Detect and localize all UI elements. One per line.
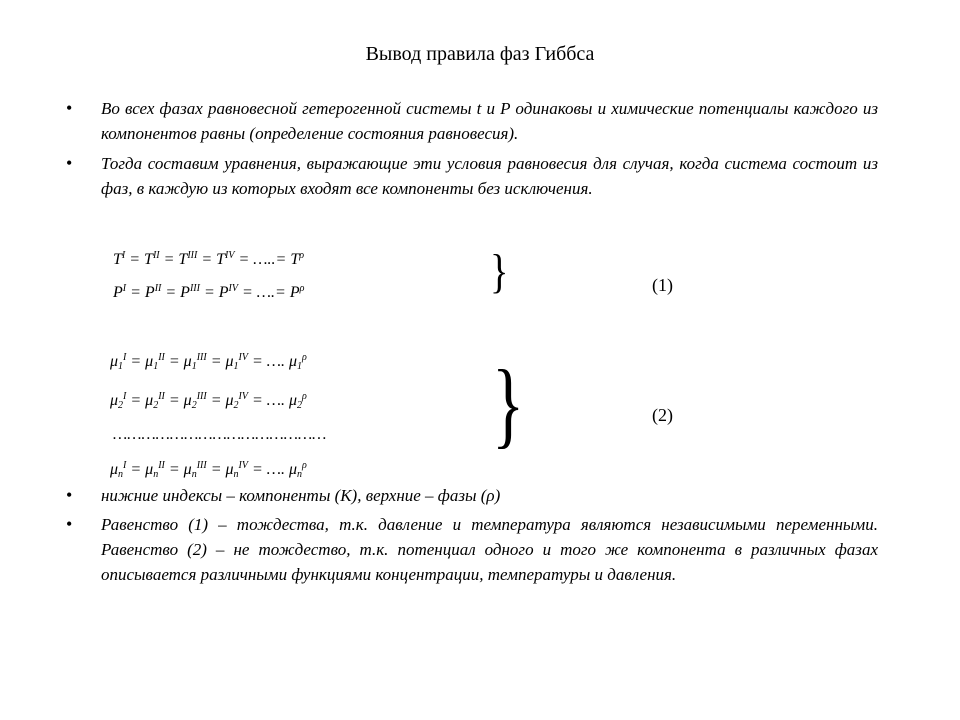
equation-number-2: (2) — [652, 405, 673, 425]
bullet-text: Во всех фазах равновесной гетерогенной системы t и P одинаковы и химические потенциалы каждого из компонентов равны (определение состояния равновесия). — [101, 99, 878, 143]
equation-mu-n: $\mu_n^I = \mu_n^{II} = \mu_n^{III} = \mu_n^{IV}$ = …. $\mu_n^\rho$ — [110, 460, 307, 480]
equation-number-1: (1) — [652, 275, 673, 295]
curly-brace-2: } — [492, 350, 525, 457]
bullet-marker: • — [66, 485, 73, 505]
bullet-marker: • — [66, 98, 73, 118]
bullet-text: нижние индексы – компоненты (К), верхние – фазы (ρ) — [101, 486, 501, 505]
equation-mu-1: $\mu_1^I = \mu_1^{II} = \mu_1^{III} = \mu_1^{IV}$ = …. $\mu_1^\rho$ — [110, 352, 307, 372]
curly-brace-1: } — [490, 245, 509, 298]
bullet-item — [66, 512, 878, 587]
equation-pressure: $P^I = P^{II} = P^{III} = P^{IV}$ = ….= $P^\rho$ — [113, 283, 305, 301]
equation-mu-2: $\mu_2^I = \mu_2^{II} = \mu_2^{III} = \mu_2^{IV}$ = …. $\mu_2^\rho$ — [110, 391, 307, 411]
equation-temperature: $T^I = T^{II} = T^{III} = T^{IV}$ = …..= $T^\rho$ — [113, 250, 305, 268]
bullet-item — [66, 96, 878, 146]
slide-title: Вывод правила фаз Гиббса — [365, 43, 595, 65]
bullet-text: Равенство (1) – тождества, т.к. давление и температура являются независимыми переменными. Равенство (2) – не тождество, т.к. потенциал одного и того же компонента в различных фазах описывается различными функциями концентрации, температуры и давления. — [101, 515, 878, 584]
bullet-item — [66, 151, 878, 201]
bullet-text: Тогда составим уравнения, выражающие эти условия равновесия для случая, когда система состоит из фаз, в каждую из которых входят все компоненты без исключения. — [101, 154, 878, 198]
bullet-item — [66, 483, 878, 508]
bullet-marker: • — [66, 153, 73, 173]
bullet-marker: • — [66, 514, 73, 534]
equation-ellipsis-row: ……………………………………… — [113, 426, 327, 443]
